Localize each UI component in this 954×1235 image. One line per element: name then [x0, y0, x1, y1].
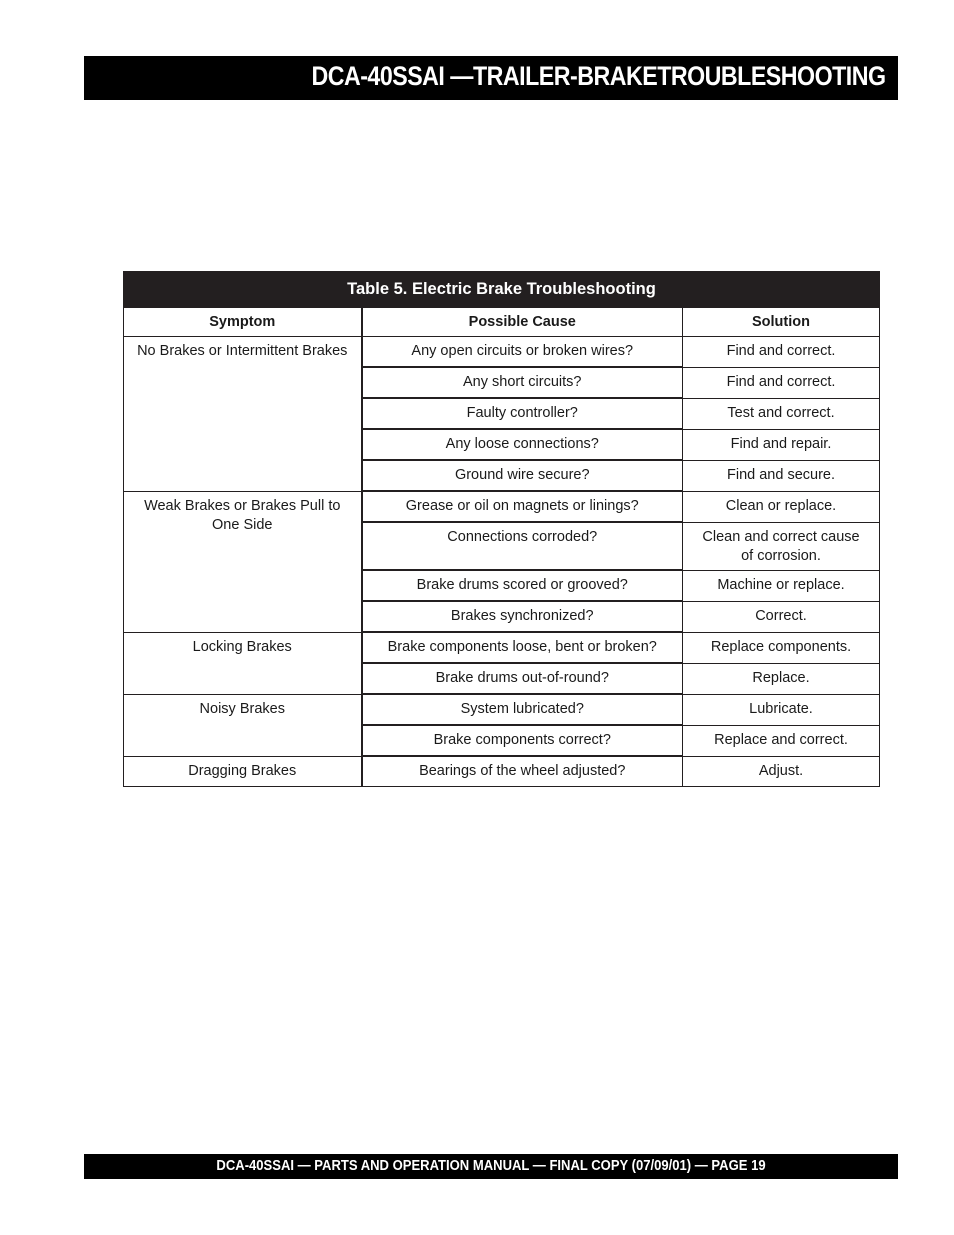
troubleshooting-table-container: [123, 271, 879, 787]
cause-cell: Faulty controller?: [362, 398, 683, 429]
solution-cell: Replace and correct.: [683, 725, 880, 756]
solution-cell: Replace.: [683, 663, 880, 694]
solution-cell: Machine or replace.: [683, 570, 880, 601]
cause-cell: Brake components loose, bent or broken?: [362, 632, 683, 663]
cause-cell: Bearings of the wheel adjusted?: [362, 756, 683, 787]
cause-cell: Ground wire secure?: [362, 460, 683, 491]
cause-cell: Brake components correct?: [362, 725, 683, 756]
symptom-cell: Weak Brakes or Brakes Pull to One Side: [124, 491, 362, 632]
solution-cell: Lubricate.: [683, 694, 880, 725]
page-footer-text: DCA-40SSAI — PARTS AND OPERATION MANUAL — FINAL COPY (07/09/01) — PAGE 19: [216, 1158, 766, 1174]
table-row: [124, 694, 880, 725]
solution-cell: Find and repair.: [683, 429, 880, 460]
symptom-cell: No Brakes or Intermittent Brakes: [124, 337, 362, 492]
cause-cell: Any loose connections?: [362, 429, 683, 460]
cause-cell: Brakes synchronized?: [362, 601, 683, 632]
solution-cell: Find and correct.: [683, 337, 880, 368]
column-header-symptom: Symptom: [124, 308, 362, 337]
cause-cell: Connections corroded?: [362, 522, 683, 570]
solution-cell: Replace components.: [683, 632, 880, 663]
symptom-cell: Locking Brakes: [124, 632, 362, 694]
table-body: [124, 337, 880, 787]
table-header-row: [124, 308, 880, 337]
solution-cell: Find and correct.: [683, 367, 880, 398]
cause-cell: Grease or oil on magnets or linings?: [362, 491, 683, 522]
table-caption: Table 5. Electric Brake Troubleshooting: [124, 272, 880, 308]
cause-cell: Any short circuits?: [362, 367, 683, 398]
cause-cell: Any open circuits or broken wires?: [362, 337, 683, 368]
solution-cell: Test and correct.: [683, 398, 880, 429]
cause-cell: Brake drums out-of-round?: [362, 663, 683, 694]
table-row: [124, 756, 880, 787]
solution-cell: Adjust.: [683, 756, 880, 787]
table-caption-row: [124, 272, 880, 308]
page-header-bar: [84, 56, 898, 100]
troubleshooting-table: [123, 271, 880, 787]
column-header-solution: Solution: [683, 308, 880, 337]
symptom-cell: Dragging Brakes: [124, 756, 362, 787]
cause-cell: Brake drums scored or grooved?: [362, 570, 683, 601]
solution-cell: Clean or replace.: [683, 491, 880, 522]
solution-cell: Find and secure.: [683, 460, 880, 491]
solution-cell: Correct.: [683, 601, 880, 632]
cause-cell: System lubricated?: [362, 694, 683, 725]
page-title: DCA-40SSAI —TRAILER-BRAKETROUBLESHOOTING: [311, 61, 886, 91]
table-row: [124, 337, 880, 368]
table-row: [124, 491, 880, 522]
table-row: [124, 632, 880, 663]
symptom-cell: Noisy Brakes: [124, 694, 362, 756]
solution-cell: Clean and correct cause of corrosion.: [683, 522, 880, 570]
page-footer-bar: [84, 1154, 898, 1179]
column-header-possible-cause: Possible Cause: [362, 308, 683, 337]
